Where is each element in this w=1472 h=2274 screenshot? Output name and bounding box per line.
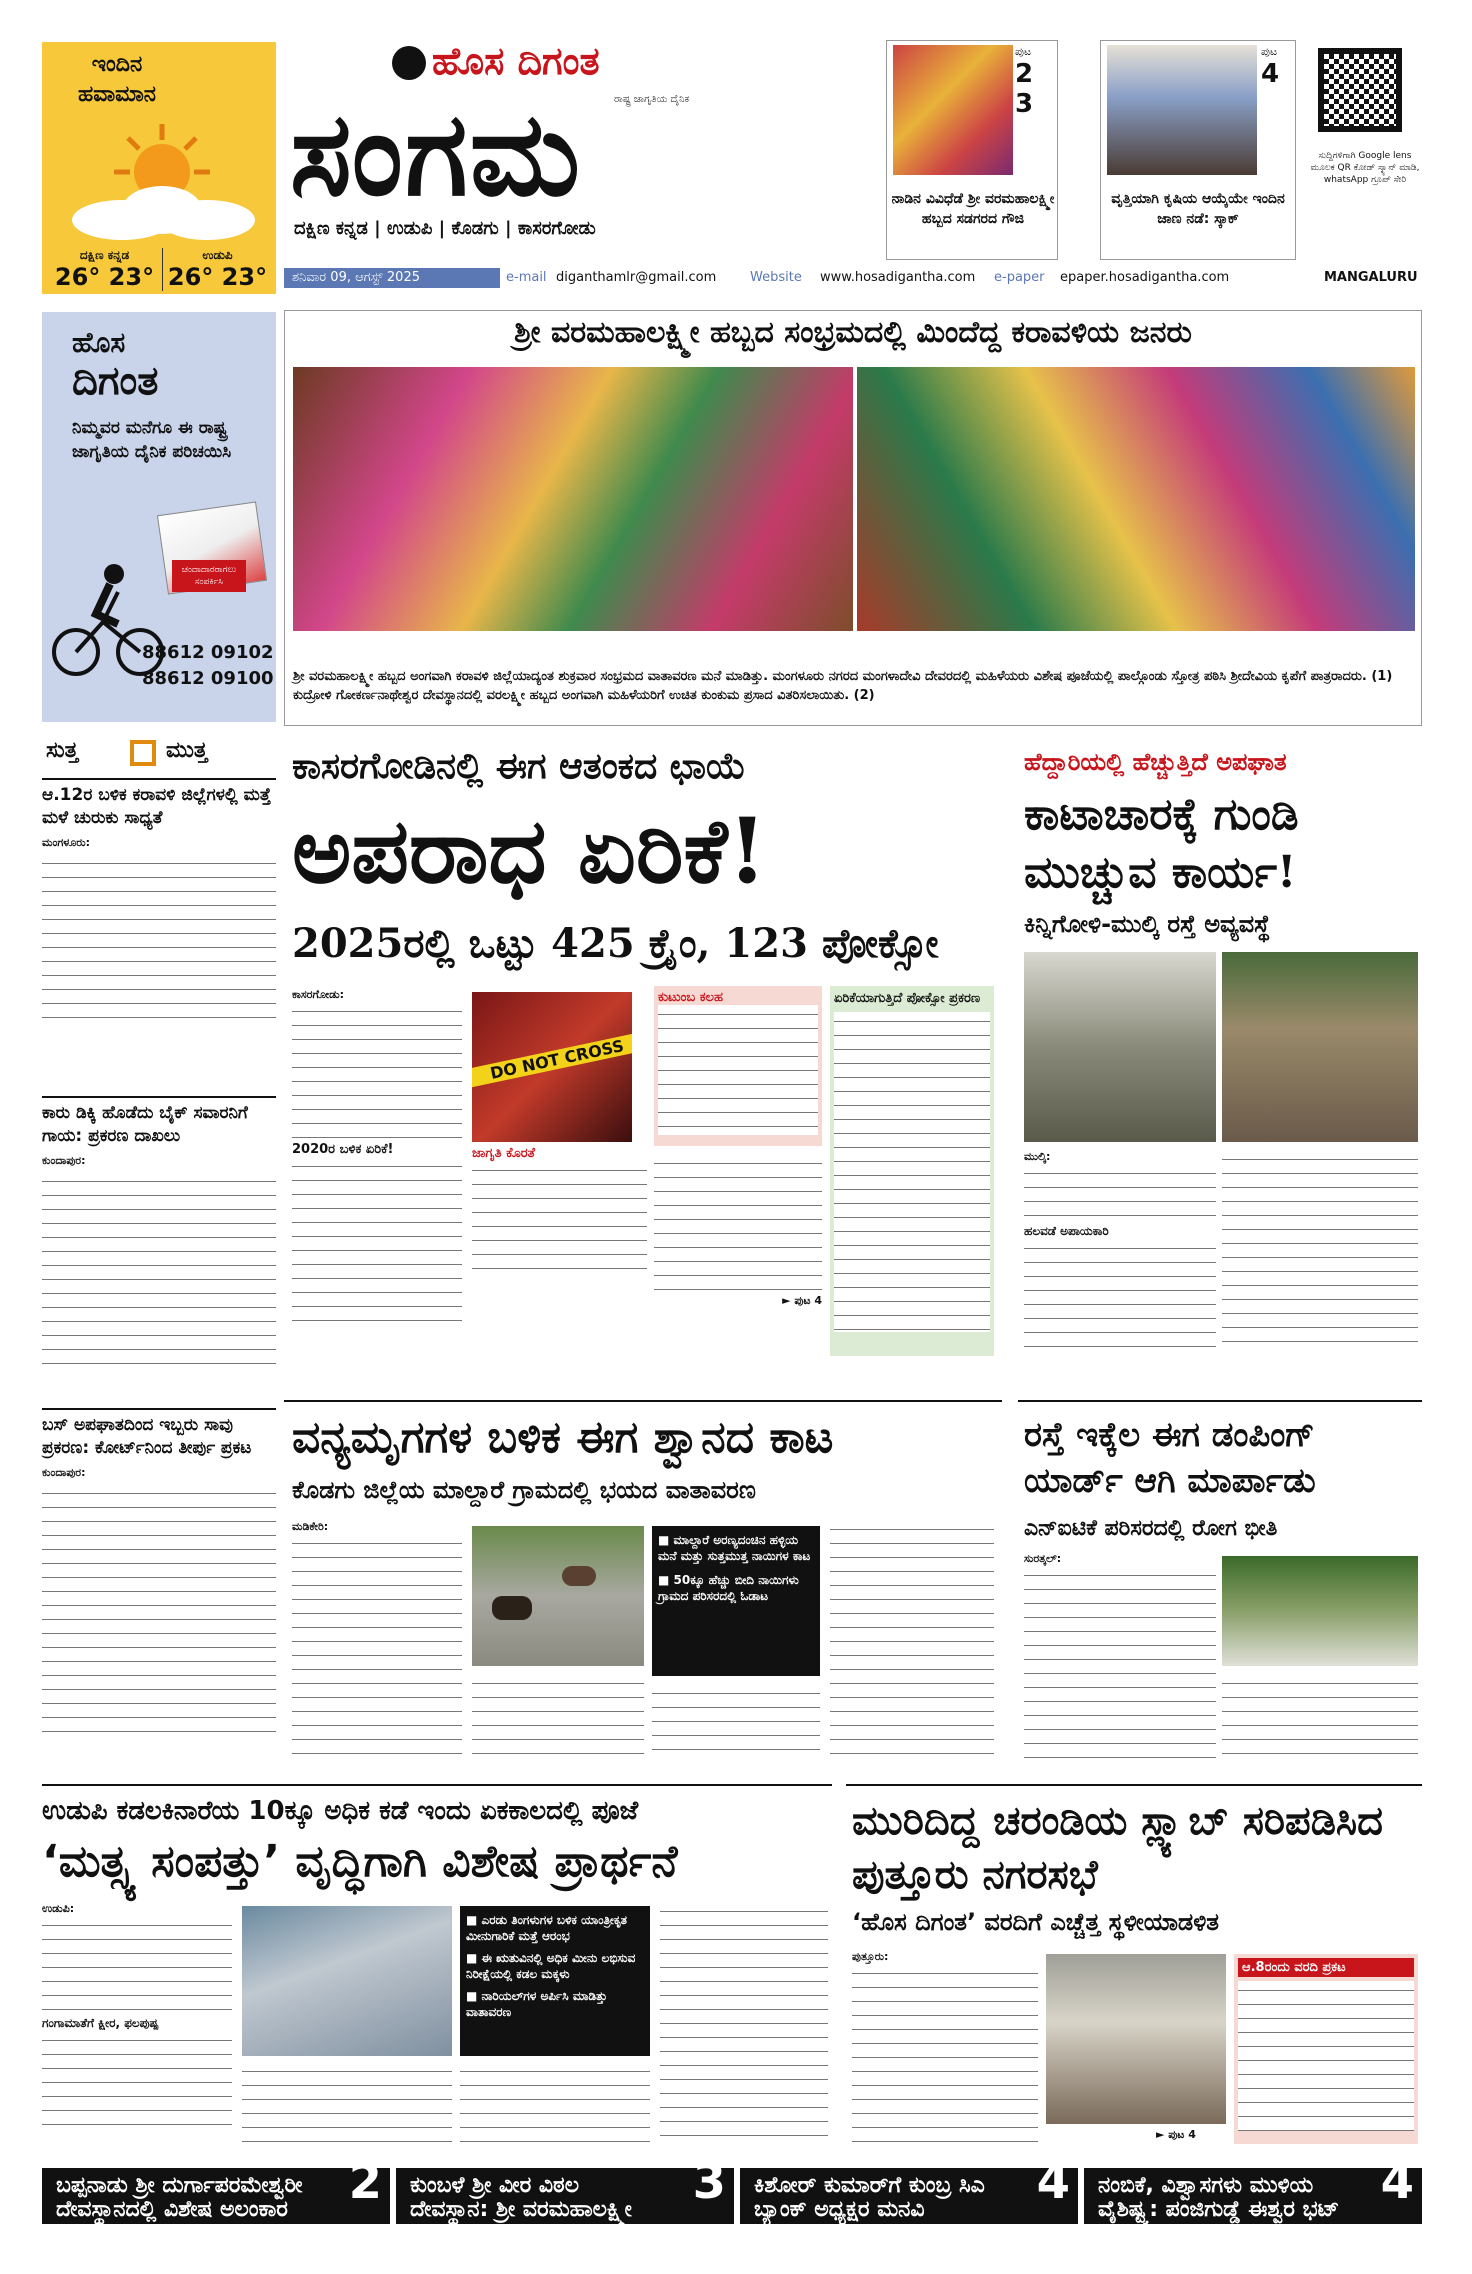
dumping-photo	[1222, 1556, 1418, 1666]
promo-text: ನಿಮ್ಮವರ ಮನೆಗೂ ಈ ರಾಷ್ಟ್ರ ಜಾಗೃತಿಯ ದೈನಿಕ ಪರಿಚಯಿಸಿ	[72, 418, 232, 462]
epaper[interactable]: epaper.hosadigantha.com	[1060, 270, 1230, 285]
fish-bullets	[460, 1906, 650, 2056]
brief-2-title: ಕಾರು ಡಿಕ್ಕಿ ಹೊಡೆದು ಬೈಕ್ ಸವಾರನಿಗೆ ಗಾಯ: ಪ್ರಕರಣ ದಾಖಲು	[42, 1103, 248, 1146]
brief-1[interactable]	[42, 778, 276, 1068]
dogs-dateline: ಮಡಿಕೇರಿ:	[292, 1520, 329, 1533]
website[interactable]: www.hosadigantha.com	[820, 270, 976, 285]
sutta-mutta-column	[42, 738, 276, 1768]
bottom-teaser-4-page: 4	[1380, 2154, 1414, 2210]
road-photo-1	[1024, 952, 1216, 1142]
brief-3-title: ಬಸ್ ಅಪಘಾತದಿಂದ ಇಬ್ಬರು ಸಾವು ಪ್ರಕರಣ: ಕೋರ್ಟ್‌ನಿಂದ ತೀರ್ಪು ಪ್ರಕಟ	[42, 1415, 252, 1458]
lead-photo-2	[857, 367, 1415, 631]
brief-2-dateline: ಕುಂದಾಪುರ:	[42, 1154, 86, 1167]
dumping-dateline: ಸುರತ್ಕಲ್:	[1024, 1552, 1062, 1565]
crime-box-1-title: ಕುಟುಂಬ ಕಲಹ	[658, 990, 723, 1005]
promo-box	[42, 312, 276, 722]
bottom-teaser-2-text: ಕುಂಬಳೆ ಶ್ರೀ ವೀರ ವಿಠಲ ದೇವಸ್ಥಾನ: ಶ್ರೀ ವರಮಹಾಲಕ್ಷ್ಮೀ ಹಬ್ಬದ ಸಡಗರ	[410, 2173, 632, 2246]
brief-1-title: ಆ.12ರ ಬಳಿಕ ಕರಾವಳಿ ಜಿಲ್ಲೆಗಳಲ್ಲಿ ಮತ್ತೆ ಮಳೆ ಚುರುಕು ಸಾಧ್ಯತೆ	[42, 785, 271, 828]
crime-kicker: ಕಾಸರಗೋಡಿನಲ್ಲಿ ಈಗ ಆತಂಕದ ಛಾಯೆ	[292, 746, 747, 787]
dogs-col-3	[652, 1684, 820, 1758]
dogs-col-4	[830, 1520, 994, 1758]
slab-col-1-body	[852, 1964, 1038, 2144]
crime-col-1-body-2	[292, 1157, 462, 1327]
bottom-teaser-2[interactable]	[396, 2154, 734, 2246]
bottom-teaser-3-page: 4	[1036, 2154, 1070, 2210]
slab-box-title: ಆ.8ರಂದು ವರದಿ ಪ್ರಕಟ	[1238, 1958, 1414, 1977]
weather-city2: ಉಡುಪಿ 26° 23°	[162, 248, 272, 291]
dog-icon-2	[562, 1566, 596, 1586]
fish-photo	[242, 1906, 452, 2056]
bottom-teaser-3-text: ಕಿಶೋರ್ ಕುಮಾರ್‌ಗೆ ಕುಂಬ್ರ ಸಿಎ ಬ್ಯಾಂಕ್ ಅಧ್ಯಕ್ಷರ ಮನವಿ	[754, 2173, 985, 2222]
crime-box-pocso	[830, 986, 994, 1356]
slab-report-box	[1234, 1954, 1418, 2144]
dumping-story[interactable]	[1018, 1400, 1422, 1772]
crime-box-awareness	[472, 1146, 647, 1296]
weather-title: ಇಂದಿನ ಹವಾಮಾನ	[77, 52, 157, 107]
dogs-subhead: ಕೊಡಗು ಜಿಲ್ಲೆಯ ಮಾಲ್ದಾರೆ ಗ್ರಾಮದಲ್ಲಿ ಭಯದ ವಾತಾವರಣ	[292, 1476, 756, 1504]
brief-2-body	[42, 1172, 276, 1372]
teaser-1-page: ಪುಟ 2 3	[1015, 45, 1034, 119]
date: ಶನಿವಾರ 09, ಆಗಸ್ಟ್ 2025	[284, 268, 500, 288]
bottom-teaser-2-page: 3	[692, 2154, 726, 2210]
slab-dateline: ಪುತ್ತೂರು:	[852, 1950, 889, 1963]
masthead-title: ಸಂಗಮ	[290, 86, 583, 222]
dogs-headline: ವನ್ಯಮೃಗಗಳ ಬಳಿಕ ಈಗ ಶ್ವಾನದ ಕಾಟ	[292, 1412, 834, 1463]
teaser-2-text: ವೃತ್ತಿಯಾಗಿ ಕೃಷಿಯ ಆಯ್ಕೆಯೇ ಇಂದಿನ ಜಾಣ ನಡೆ: ಸ್ಕಾಕ್	[1111, 191, 1285, 227]
fish-kicker: ಉಡುಪಿ ಕಡಲಕಿನಾರೆಯ 10ಕ್ಕೂ ಅಧಿಕ ಕಡೆ ಇಂದು ಏಕಕಾಲದಲ್ಲಿ ಪೂಜೆ	[42, 1796, 639, 1826]
phone-2[interactable]: 88612 09100	[142, 668, 274, 689]
brief-1-dateline: ಮಂಗಳೂರು:	[42, 836, 90, 849]
fish-col-2	[242, 2062, 452, 2146]
slab-photo	[1046, 1954, 1226, 2124]
road-photo-2	[1222, 952, 1418, 1142]
crime-box-3-title: ಜಾಗೃತಿ ಕೊರತೆ	[472, 1146, 536, 1161]
cloud-icon	[62, 182, 262, 242]
email[interactable]: diganthamlr@gmail.com	[556, 270, 717, 285]
phone-1[interactable]: 88612 09102	[142, 642, 274, 663]
dogs-bullet-2: ■ 50ಕ್ಕೂ ಹೆಚ್ಚು ಬೀದಿ ನಾಯಿಗಳು ಗ್ರಾಮದ ಪರಿಸರದಲ್ಲಿ ಓಡಾಟ	[658, 1572, 814, 1604]
crime-col-1	[292, 988, 462, 1327]
teaser-2[interactable]	[1100, 40, 1296, 260]
epaper-label: e-paper	[994, 270, 1045, 285]
crime-subhead: 2025ರಲ್ಲಿ ಒಟ್ಟು 425 ಕ್ರೈಂ, 123 ಪೋಕ್ಸೋ	[292, 920, 939, 967]
brief-3-body	[42, 1484, 276, 1744]
crime-dateline: ಕಾಸರಗೋಡು:	[292, 988, 344, 1001]
dog-icon	[492, 1596, 532, 1620]
crime-col-1-body	[292, 1002, 462, 1142]
promo-brand: ದಿಗಂತ	[72, 358, 159, 404]
bottom-teaser-3[interactable]	[740, 2154, 1078, 2224]
teaser-1-image	[893, 45, 1013, 175]
road-subhead: ಕಿನ್ನಿಗೋಳಿ-ಮುಲ್ಕಿ ರಸ್ತೆ ಅವ್ಯವಸ್ಥೆ	[1024, 910, 1271, 938]
fish-dateline: ಉಡುಪಿ:	[42, 1902, 75, 1915]
teaser-1[interactable]	[886, 40, 1058, 260]
slab-continue[interactable]: ► ಪುಟ 4	[1156, 2128, 1196, 2141]
brief-3-dateline: ಕುಂದಾಪುರ:	[42, 1466, 86, 1479]
crime-image	[472, 992, 632, 1142]
promo-badge: ಚಂದಾದಾರರಾಗಲು ಸಂಪರ್ಕಿಸಿ	[172, 560, 246, 592]
dogs-story[interactable]	[284, 1400, 1002, 1772]
weather-box	[42, 42, 276, 294]
crime-box-2-body	[834, 1012, 990, 1332]
tagline: ರಾಷ್ಟ್ರ ಜಾಗೃತಿಯ ದೈನಿಕ	[614, 94, 690, 105]
slab-story[interactable]	[846, 1784, 1422, 2158]
bottom-teaser-1-page: 2	[348, 2154, 382, 2210]
fish-col-1-body-2	[42, 2031, 232, 2131]
brief-1-body	[42, 854, 276, 1024]
dogs-bullet-1: ■ ಮಾಲ್ದಾರೆ ಅರಣ್ಯದಂಚಿನ ಹಳ್ಳಿಯ ಮನೆ ಮತ್ತು ಸುತ್ತಮುತ್ತ ನಾಯಿಗಳ ಕಾಟ	[658, 1532, 814, 1564]
bottom-teaser-1-text: ಬಪ್ಪನಾಡು ಶ್ರೀ ದುರ್ಗಾಪರಮೇಶ್ವರೀ ದೇವಸ್ಥಾನದಲ್ಲಿ ವಿಶೇಷ ಅಲಂಕಾರ	[56, 2173, 303, 2222]
sutta-mutta-header: ಸುತ್ತ ಮುತ್ತ	[42, 738, 276, 768]
dumping-col-2	[1222, 1674, 1418, 1760]
lead-photo-1	[293, 367, 853, 631]
slab-headline: ಮುರಿದಿದ್ದ ಚರಂಡಿಯ ಸ್ಲ್ಯಾಬ್ ಸರಿಪಡಿಸಿದ ಪುತ್ತೂರು ನಗರಸಭೆ	[852, 1798, 1383, 1898]
teaser-2-image	[1107, 45, 1257, 175]
teaser-2-page: ಪುಟ 4	[1261, 45, 1280, 89]
dogs-col-1	[292, 1520, 462, 1764]
qr-text: ಸುದ್ದಿಗಳಿಗಾಗಿ Google lens ಮೂಲಕ QR ಕೋಡ್ ಸ್ಕ್ಯಾನ್ ಮಾಡಿ, whatsApp ಗ್ರೂಪ್ ಸೇರಿ	[1310, 151, 1420, 185]
road-kicker: ಹೆದ್ದಾರಿಯಲ್ಲಿ ಹೆಚ್ಚುತ್ತಿದೆ ಅಪಘಾತ	[1024, 748, 1287, 776]
crime-col-3	[654, 1154, 822, 1308]
dumping-headline: ರಸ್ತೆ ಇಕ್ಕೆಲ ಈಗ ಡಂಪಿಂಗ್ ಯಾರ್ಡ್ ಆಗಿ ಮಾರ್ಪಾಡು	[1024, 1415, 1316, 1501]
road-dateline: ಮುಲ್ಕಿ:	[1024, 1150, 1051, 1163]
regions: ದಕ್ಷಿಣ ಕನ್ನಡ | ಉಡುಪಿ | ಕೊಡಗು | ಕಾಸರಗೋಡು	[294, 218, 596, 239]
dumping-col-1	[1024, 1552, 1216, 1766]
masthead-logo-icon	[392, 46, 426, 80]
road-sub-1: ಹಲವಡೆ ಅಪಾಯಕಾರಿ	[1024, 1224, 1109, 1238]
edition: MANGALURU	[1324, 270, 1418, 285]
masthead	[284, 38, 874, 268]
qr-code-icon[interactable]	[1318, 48, 1402, 132]
slab-subhead: ‘ಹೊಸ ದಿಗಂತ’ ವರದಿಗೆ ಎಚ್ಚೆತ್ತ ಸ್ಥಳೀಯಾಡಳಿತ	[852, 1908, 1220, 1936]
fish-col-4	[660, 1902, 828, 2146]
website-label: Website	[750, 270, 802, 285]
date-bar	[284, 268, 1422, 288]
bottom-teaser-1[interactable]	[42, 2154, 390, 2224]
brief-3[interactable]	[42, 1408, 276, 1768]
fish-headline: ‘ಮತ್ಸ್ಯ ಸಂಪತ್ತು’ ವೃದ್ಧಿಗಾಗಿ ವಿಶೇಷ ಪ್ರಾರ್ಥನೆ	[42, 1836, 678, 1887]
crime-tape: DO NOT CROSS	[472, 1030, 632, 1088]
slab-col-1	[852, 1950, 1038, 2144]
promo-brand-top: ಹೊಸ	[72, 326, 126, 359]
teaser-1-text: ನಾಡಿನ ವಿವಿಧೆಡೆ ಶ್ರೀ ವರಮಹಾಲಕ್ಷ್ಮೀ ಹಬ್ಬದ ಸಡಗರದ ಗೌಜಿ	[891, 191, 1055, 227]
crime-headline: ಅಪರಾಧ ಏರಿಕೆ!	[292, 798, 768, 904]
email-label: e-mail	[506, 270, 547, 285]
road-story[interactable]	[1018, 738, 1422, 1388]
fish-col-1	[42, 1902, 232, 2131]
fish-bullet-3: ■ ನಾರಿಯಲ್‌ಗಳ ಅರ್ಪಿಸಿ ಮಾಡಿತ್ತು ವಾತಾವರಣ	[466, 1988, 644, 2020]
road-col-1	[1024, 1150, 1216, 1359]
bottom-teaser-4-text: ನಂಬಿಕೆ, ವಿಶ್ವಾಸಗಳು ಮುಳಿಯ ವೈಶಿಷ್ಟ್ಯ: ಪಂಜಿಗುಡ್ಡೆ ಈಶ್ವರ ಭಟ್	[1098, 2173, 1340, 2222]
brand-small: ಹೊಸ ದಿಗಂತ	[432, 38, 600, 83]
crime-sub-1: 2020ರ ಬಳಿಕ ಏರಿಕೆ!	[292, 1142, 394, 1157]
fish-bullet-1: ■ ಎರಡು ತಿಂಗಳುಗಳ ಬಳಿಕ ಯಾಂತ್ರೀಕೃತ ಮೀನುಗಾರಿಕೆ ಮತ್ತೆ ಆರಂಭ	[466, 1912, 644, 1944]
dumping-col-1-body	[1024, 1566, 1216, 1766]
road-headline: ಕಾಟಾಚಾರಕ್ಕೆ ಗುಂಡಿ ಮುಚ್ಚುವ ಕಾರ್ಯ!	[1024, 789, 1299, 898]
dogs-col-2	[472, 1674, 644, 1758]
crime-box-1-body	[658, 1005, 818, 1135]
crime-box-3-body	[472, 1161, 647, 1281]
lead-caption: ಶ್ರೀ ವರಮಹಾಲಕ್ಷ್ಮೀ ಹಬ್ಬದ ಅಂಗವಾಗಿ ಕರಾವಳಿ ಜಿಲ್ಲೆಯಾದ್ಯಂತ ಶುಕ್ರವಾರ ಸಂಭ್ರಮದ ವಾತಾವರಣ ಮನೆ ಮಾಡಿತ್ತು. ಮಂಗಳೂರು ನಗರದ ಮಂಗಳಾದೇವಿ ದೇವರದಲ್ಲಿ ಮಹಿಳೆಯರು ವಿಶೇಷ ಪೂಜೆಯಲ್ಲಿ ಪಾಲ್ಗೊಂಡು ಸ್ತೋತ್ರ ಪಠಿಸಿ ಶ್ರೀದೇವಿಯ ಕೃಪೆಗೆ ಪಾತ್ರರಾದರು. (1) ಕುದ್ರೋಳಿ ಗೋಕರ್ಣನಾಥೇಶ್ವರ ದೇವಸ್ಥಾನದಲ್ಲಿ ವರಲಕ್ಷ್ಮೀ ಹಬ್ಬದ ಅಂಗವಾಗಿ ಮಹಿಳೆಯರಿಗೆ ಉಚಿತ ಕುಂಕುಮ ಪ್ರಸಾದ ವಿತರಿಸಲಾಯಿತು. (2)	[293, 669, 1393, 703]
lead-title: ಶ್ರೀ ವರಮಹಾಲಕ್ಷ್ಮೀ ಹಬ್ಬದ ಸಂಭ್ರಮದಲ್ಲಿ ಮಿಂದೆದ್ದ ಕರಾವಳಿಯ ಜನರು	[514, 315, 1192, 350]
road-col-1-body-2	[1024, 1239, 1216, 1359]
slab-box-body	[1238, 1981, 1414, 2131]
crime-box-2-title: ಏರಿಕೆಯಾಗುತ್ತಿದೆ ಪೋಕ್ಸೋ ಪ್ರಕರಣ	[834, 991, 981, 1006]
lead-story	[284, 310, 1422, 726]
crime-col-3-body	[654, 1154, 822, 1294]
bottom-teaser-4[interactable]	[1084, 2154, 1422, 2224]
weather-city1: ದಕ್ಷಿಣ ಕನ್ನಡ 26° 23°	[54, 248, 155, 291]
road-col-1-body	[1024, 1164, 1216, 1224]
road-col-2	[1222, 1150, 1418, 1350]
qr-block	[1310, 40, 1420, 260]
dogs-photo	[472, 1526, 644, 1666]
fish-col-3	[460, 2062, 650, 2146]
crime-story[interactable]	[284, 738, 1002, 1388]
fish-bullet-2: ■ ಈ ಋತುವಿನಲ್ಲಿ ಅಧಿಕ ಮೀನು ಲಭಿಸುವ ನಿರೀಕ್ಷೆಯಲ್ಲಿ ಕಡಲ ಮಕ್ಕಳು	[466, 1950, 644, 1982]
crime-box-family	[654, 986, 822, 1146]
dogs-col-1-body	[292, 1534, 462, 1764]
dumping-subhead: ಎನ್ಐಟಿಕೆ ಪರಿಸರದಲ್ಲಿ ರೋಗ ಭೀತಿ	[1024, 1516, 1278, 1541]
fish-sub-1: ಗಂಗಾಮಾತೆಗೆ ಕ್ಷೀರ, ಫಲಪುಷ್ಪ	[42, 2016, 159, 2030]
dogs-bullets	[652, 1526, 820, 1676]
fish-story[interactable]	[42, 1784, 832, 2158]
sutta-mutta-icon	[130, 740, 156, 766]
brief-2[interactable]	[42, 1096, 276, 1396]
crime-continue[interactable]: ► ಪುಟ 4	[782, 1294, 822, 1307]
fish-col-1-body	[42, 1916, 232, 2016]
